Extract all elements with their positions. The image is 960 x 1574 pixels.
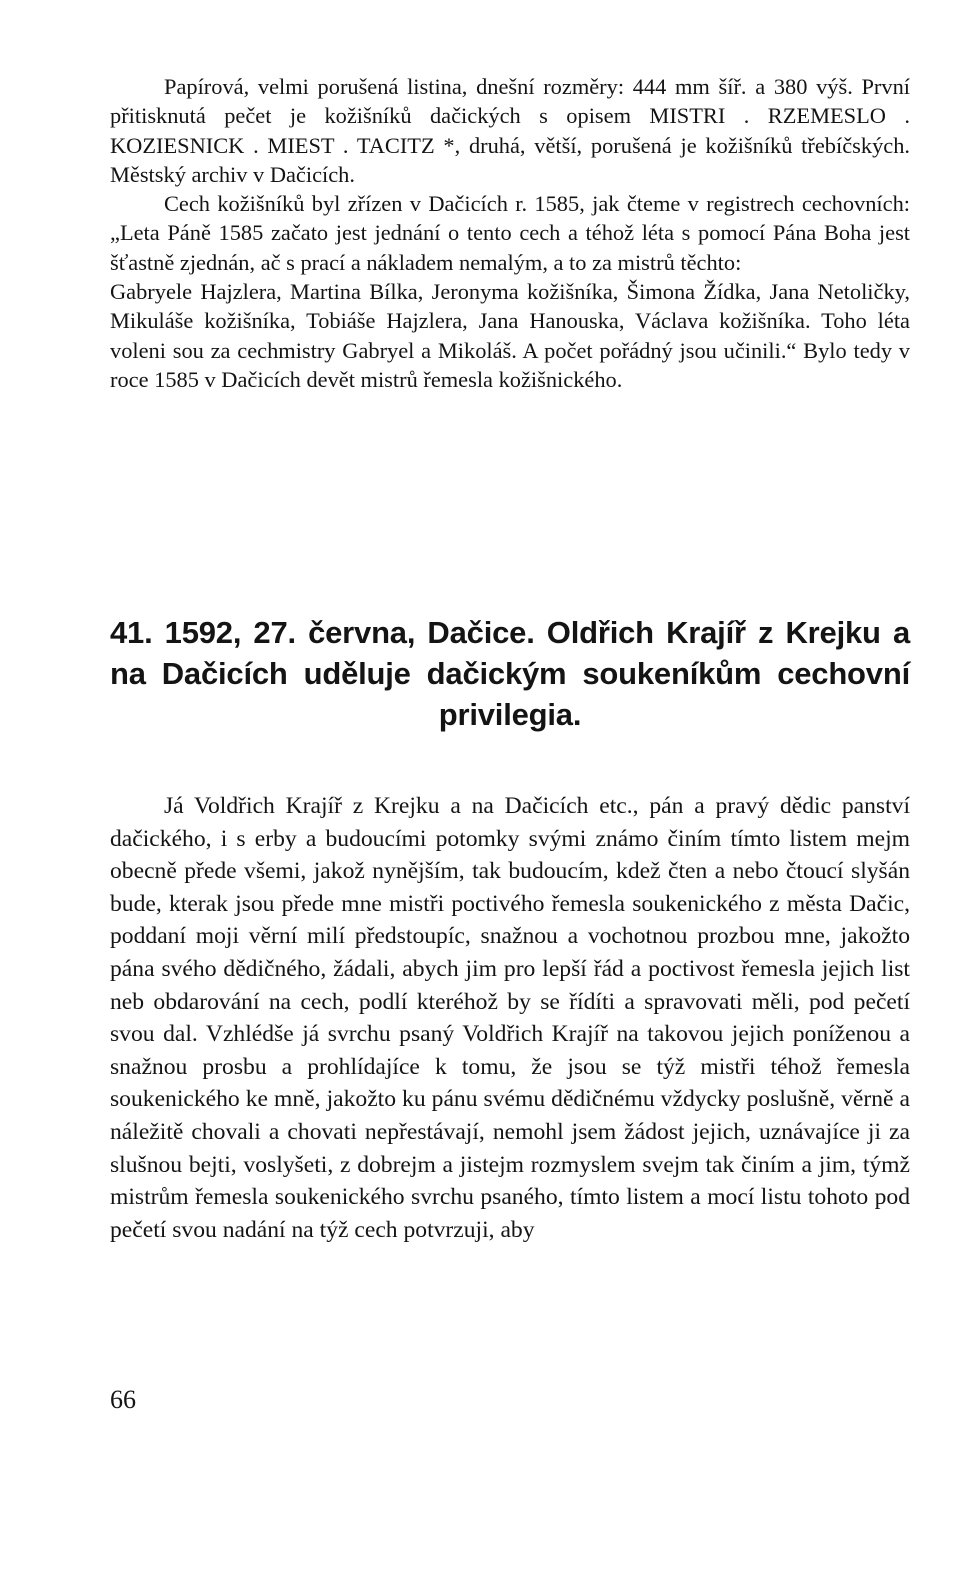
commentary-masters-list: Gabryele Hajzlera, Martina Bílka, Jeronyma kožišníka, Šimona Žídka, Jana Netoličky, Mikuláše kožišníka, Tobiáše Hajzlera, Jana Hanouska, Václava kožišníka. Toho léta voleni sou za cechmistry Gabryel a Mikoláš. A počet pořádný jsou učinili.“ Bylo tedy v roce 1585 v Dačicích devět mistrů řemesla kožišnického. (110, 279, 910, 392)
document-description: Papírová, velmi porušená listina, dnešní rozměry: 444 mm šíř. a 380 výš. První přitisknutá pečet je kožišníků dačických s opisem MISTRI . RZEMESLO . KOZIESNICK . MIEST . TACITZ *, druhá, větší, porušená je kožišníků třebíčských. Městský archiv v Dačicích. (110, 74, 910, 187)
page-content (110, 72, 910, 1552)
charter-text (110, 790, 910, 1246)
commentary-paragraph: Cech kožišníků byl zřízen v Dačicích r. 1585, jak čteme v registrech cechovních: „Leta Páně 1585 začato jest jednání o tento cech a téhož léta s pomocí Pána Boha jest šťastně zjednán, ač s prací a nákladem nemalým, a to za mistrů těchto: (110, 191, 910, 275)
charter-heading: 41. 1592, 27. června, Dačice. Oldřich Krajíř z Krejku a na Dačicích uděluje dačickým soukeníkům cechovní privilegia. (110, 615, 910, 732)
charter-paragraph: Já Voldřich Krajíř z Krejku a na Dačicích etc., pán a pravý dědic panství dačického, i s erby a budoucími potomky svými známo činím tímto listem mejm obecně přede všemi, jakož nynějším, tak budoucím, kdež čten a nebo čtoucí slyšán bude, kterak jsou přede mne mistři poctivého řemesla soukenického z města Dačic, poddaní moji věrní milí předstoupíc, snažnou a vochotnou prozbou mne, jakožto pána svého dědičného, žádali, abych jim pro lepší řád a poctivost řemesla jejich list neb obdarování na cech, podlí kteréhož by se řídíti a spravovati měli, pod pečetí svou dal. Vzhlédše já svrchu psaný Voldřich Krajíř na takovou jejich poníženou a snažnou prosbu a prohlídajíce k tomu, že jsou se týž mistři téhož řemesla soukenického ke mně, jakožto ku pánu svému dědičnému vždycky poslušně, věrně a náležitě chovali a chovati nepřestávají, nemohl jsem žádost jejich, uznávajíce ji za slušnou bejti, voslyšeti, z dobrejm a jistejm rozmyslem svejm tak činím a jim, týmž mistrům řemesla soukenického svrchu psaného, tímto listem a mocí listu tohoto pod pečetí svou nadání na týž cech potvrzuji, aby (110, 793, 910, 1243)
introductory-notes (110, 72, 910, 394)
page-number: 66 (110, 1385, 136, 1414)
